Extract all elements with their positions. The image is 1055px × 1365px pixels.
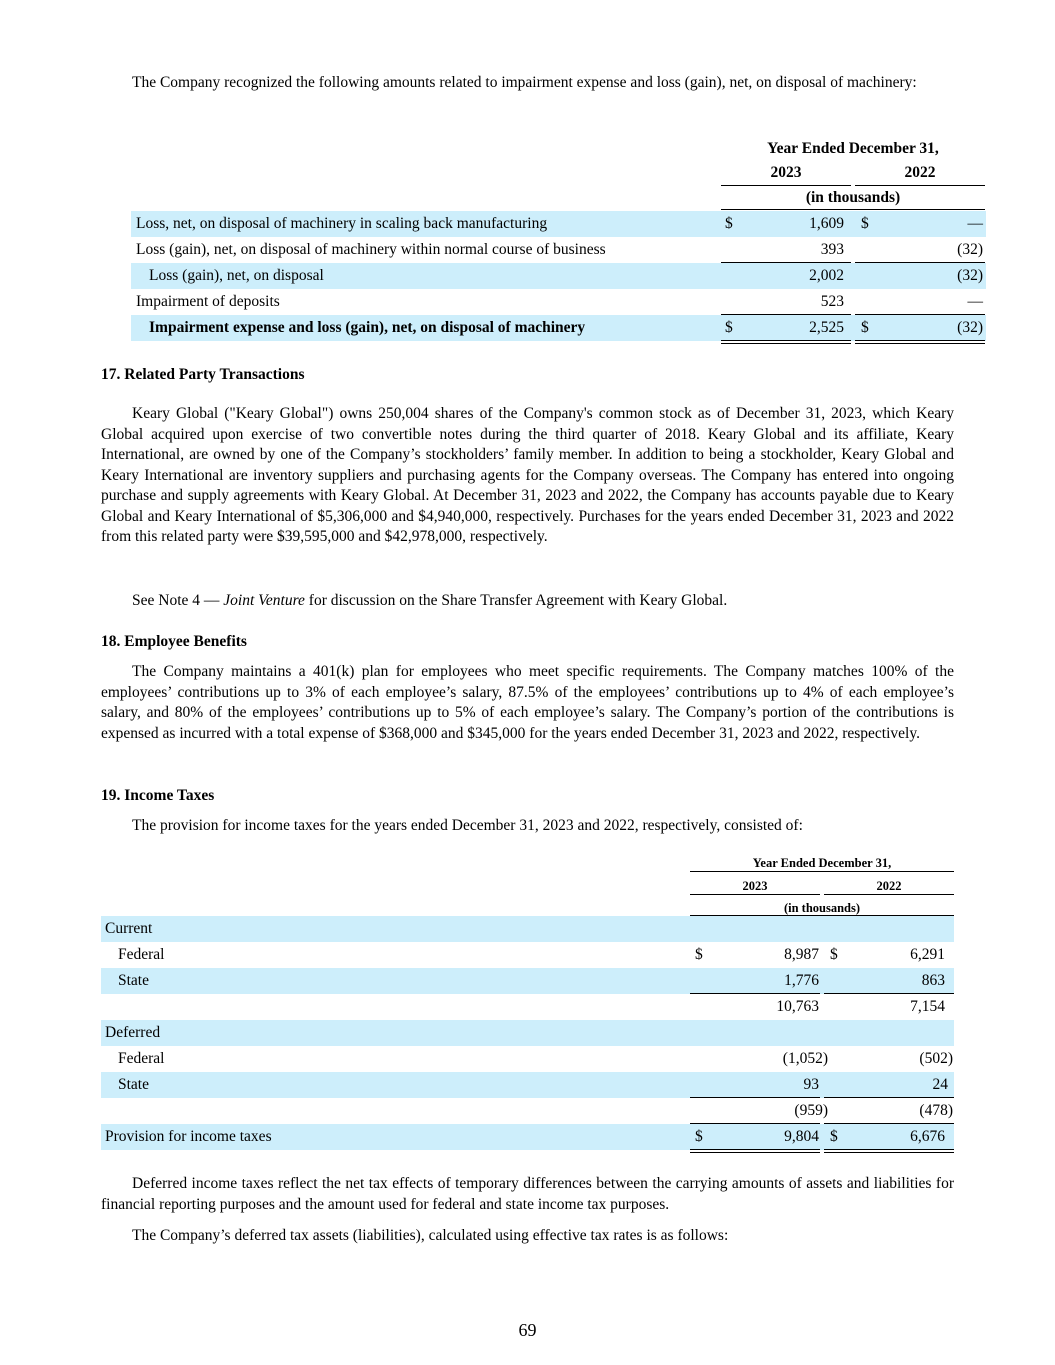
section-19-title: 19. Income Taxes (101, 787, 215, 804)
table-header-period: Year Ended December 31, (767, 140, 939, 157)
value-2022: 7,154 (910, 998, 945, 1015)
column-header-2022: 2022 (876, 879, 902, 893)
value-2023: 393 (820, 241, 844, 258)
row-label: Loss (gain), net, on disposal of machinery within normal course of business (136, 241, 606, 258)
value-2023: 1,776 (784, 972, 819, 989)
total-double-line (855, 340, 985, 344)
see-note-text: See Note 4 — (132, 592, 224, 609)
divider (690, 894, 820, 895)
value-2023: 10,763 (776, 998, 819, 1015)
value-2023: 523 (820, 293, 844, 310)
dollar-sign: $ (861, 215, 869, 232)
value-2023: (959) (794, 1102, 828, 1119)
divider (721, 185, 851, 186)
divider (824, 894, 954, 895)
units-label: (in thousands) (783, 901, 861, 915)
value-2023: (1,052) (782, 1050, 828, 1067)
dollar-sign: $ (725, 319, 733, 336)
value-2022: (478) (919, 1102, 953, 1119)
row-label: State (118, 972, 149, 989)
section-18-paragraph: The Company maintains a 401(k) plan for employees who meet specific requirements. The Company matches 100% of the employees’ contributions up to 3% of each employee’s salary, 87.5% of the employees’ contributions up to 4% of each employee’s salary, and 80% of the employees’ contributions up to 5% of each employee’s salary. The Company’s portion of the contributions is expensed as incurred with a total expense of $368,000 and $345,000 for the years ended December 31, 2023 and 2022, respectively. (101, 663, 954, 742)
table-row-subtotal (101, 1098, 954, 1124)
table-row (101, 1072, 954, 1098)
value-2022: 6,291 (910, 946, 945, 963)
section-18-title: 18. Employee Benefits (101, 633, 247, 650)
dollar-sign: $ (861, 319, 869, 336)
divider (855, 185, 985, 186)
value-2023: 8,987 (784, 946, 819, 963)
section-17-paragraph: Keary Global ("Keary Global") owns 250,004 shares of the Company's common stock as of December 31, 2023, which Keary Global acquired upon exercise of two convertible notes during the third quarter of 2018. Keary Global and its affiliate, Keary International, are owned by one of the Company’s stockholders’ family member. In addition to being a stockholder, Keary Global and Keary International are inventory suppliers and purchasing agents for the Company overseas. The Company has entered into ongoing purchase and supply agreements with Keary Global. At December 31, 2023 and 2022, the Company has accounts payable due to Keary Global and Keary International of $5,306,000 and $4,940,000, respectively. Purchases for the years ended December 31, 2023 and 2022 from this related party were $39,595,000 and $42,978,000, respectively. (101, 405, 954, 545)
section-19-intro: The provision for income taxes for the years ended December 31, 2023 and 2022, respectively, consisted of: (132, 817, 803, 834)
table-row-total (131, 315, 986, 341)
total-double-line (721, 340, 851, 344)
table-row (101, 1046, 954, 1072)
column-header-2023: 2023 (742, 879, 768, 893)
value-2022: — (967, 293, 983, 310)
total-double-line (690, 1149, 820, 1153)
table-row (101, 1020, 954, 1046)
value-2022: 6,676 (910, 1128, 945, 1145)
divider (721, 209, 985, 210)
value-2022: (32) (957, 267, 983, 284)
joint-venture-reference: Joint Venture (223, 592, 305, 609)
table-row (101, 968, 954, 994)
row-label: Loss, net, on disposal of machinery in scaling back manufacturing (136, 215, 548, 232)
row-label: Loss (gain), net, on disposal (149, 267, 324, 284)
value-2022: 863 (921, 972, 945, 989)
table-row (101, 916, 954, 942)
dollar-sign: $ (695, 946, 703, 963)
row-label: Deferred (105, 1024, 161, 1041)
table-row (131, 211, 986, 237)
table-row-subtotal (101, 994, 954, 1020)
dollar-sign: $ (830, 1128, 838, 1145)
value-2023: 2,525 (809, 319, 844, 336)
total-double-line (824, 1149, 954, 1153)
deferred-taxes-paragraph: Deferred income taxes reflect the net tax effects of temporary differences between the carrying amounts of assets and liabilities for financial reporting purposes and the amount used for federal and state income tax purposes. (101, 1175, 954, 1213)
table-row (101, 942, 954, 968)
value-2022: (32) (957, 319, 983, 336)
table-header-period: Year Ended December 31, (752, 856, 892, 870)
row-label: Federal (118, 946, 165, 963)
value-2022: 24 (932, 1076, 948, 1093)
deferred-assets-intro: The Company’s deferred tax assets (liabilities), calculated using effective tax rates is as follows: (132, 1227, 729, 1244)
table-row (131, 237, 986, 263)
dollar-sign: $ (830, 946, 838, 963)
column-header-2023: 2023 (770, 164, 802, 181)
table-row (131, 289, 986, 315)
see-note-paragraph (101, 591, 954, 612)
value-2023: 2,002 (809, 267, 844, 284)
units-label: (in thousands) (805, 189, 901, 206)
row-label: Impairment expense and loss (gain), net, on disposal of machinery (149, 319, 586, 336)
row-label: State (118, 1076, 149, 1093)
row-label: Current (105, 920, 153, 937)
see-note-text: for discussion on the Share Transfer Agreement with Keary Global. (304, 592, 728, 609)
value-2023: 1,609 (809, 215, 844, 232)
section-17-title: 17. Related Party Transactions (101, 366, 305, 383)
value-2022: (32) (957, 241, 983, 258)
dollar-sign: $ (725, 215, 733, 232)
row-label: Impairment of deposits (136, 293, 280, 310)
table-row-total (101, 1124, 954, 1150)
impairment-intro-paragraph: The Company recognized the following amounts related to impairment expense and loss (gain), net, on disposal of machinery: (132, 74, 917, 91)
row-label: Federal (118, 1050, 165, 1067)
value-2023: 93 (803, 1076, 819, 1093)
dollar-sign: $ (695, 1128, 703, 1145)
table-row (131, 263, 986, 289)
column-header-2022: 2022 (904, 164, 936, 181)
value-2022: — (967, 215, 983, 232)
value-2023: 9,804 (784, 1128, 819, 1145)
row-label: Provision for income taxes (105, 1128, 272, 1145)
value-2022: (502) (919, 1050, 953, 1067)
page-number: 69 (518, 1320, 537, 1340)
divider (690, 871, 954, 872)
